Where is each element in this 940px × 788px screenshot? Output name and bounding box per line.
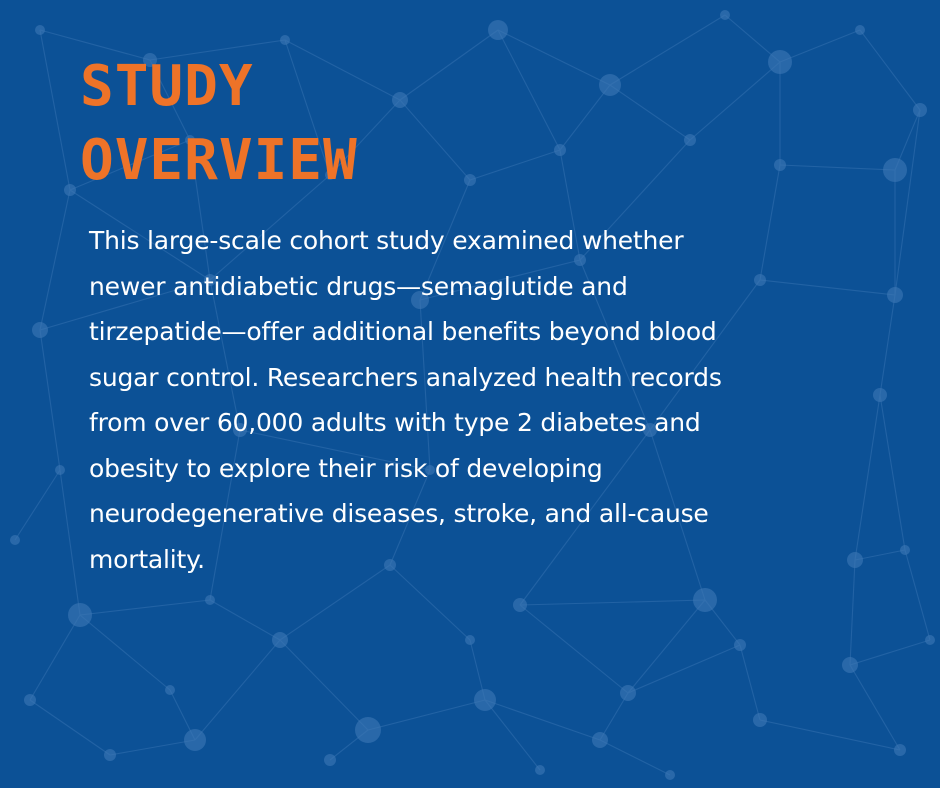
network-line [905,550,930,640]
network-node [842,657,858,673]
network-node [205,595,215,605]
network-line [520,605,628,693]
overview-paragraph [89,218,869,582]
network-node [513,598,527,612]
title-line-2: OVERVIEW [80,128,358,193]
paragraph-line: mortality. [89,544,205,574]
paragraph-line: This large-scale cohort study examined whether [89,226,684,255]
network-line [40,30,70,190]
paragraph-line: from over 60,000 adults with type 2 diabetes and [89,408,701,437]
network-line [760,720,900,750]
network-line [600,740,670,775]
network-node [855,25,865,35]
network-line [30,700,110,755]
network-node [894,744,906,756]
network-line [740,645,760,720]
paragraph-line: neurodegenerative diseases, stroke, and all-cause [89,499,709,528]
title-line-1: STUDY [80,54,254,119]
network-line [210,600,280,640]
network-node [883,158,907,182]
network-line [280,640,368,730]
network-line [80,600,210,615]
network-node [488,20,508,40]
paragraph-line: sugar control. Researchers analyzed health records [89,362,722,392]
network-line [485,700,540,770]
network-node [68,603,92,627]
network-node [693,588,717,612]
network-node [925,635,935,645]
network-node [355,717,381,743]
network-node [32,322,48,338]
network-node [873,388,887,402]
network-node [720,10,730,20]
network-node [272,632,288,648]
network-line [880,295,895,395]
network-node [535,765,545,775]
network-node [474,689,496,711]
network-node [324,754,336,766]
network-line [60,470,80,615]
network-node [887,287,903,303]
network-line [520,600,705,605]
network-line [880,395,905,550]
network-node [665,770,675,780]
network-line [628,600,705,693]
network-line [895,110,920,295]
network-line [860,30,920,110]
network-line [40,190,70,330]
network-node [900,545,910,555]
network-line [850,640,930,665]
network-node [55,465,65,475]
network-node [104,749,116,761]
network-line [195,640,280,740]
network-node [64,184,76,196]
network-node [165,685,175,695]
network-node [10,535,20,545]
network-line [780,30,860,62]
paragraph-line: obesity to explore their risk of developing [89,453,603,483]
network-node [280,35,290,45]
network-line [628,645,740,693]
network-node [734,639,746,651]
paragraph-line: tirzepatide—offer additional benefits beyond blood [89,317,717,346]
network-line [40,330,60,470]
network-line [110,740,195,755]
network-node [592,732,608,748]
network-line [80,615,170,690]
network-line [780,165,895,170]
network-node [35,25,45,35]
network-node [913,103,927,117]
network-line [485,700,600,740]
network-node [465,635,475,645]
network-node [620,685,636,701]
network-node [24,694,36,706]
network-line [30,615,80,700]
paragraph-line: newer antidiabetic drugs—semaglutide and [89,271,628,301]
network-node [184,729,206,751]
network-line [850,665,900,750]
network-node [753,713,767,727]
section-title [80,50,780,198]
network-line [600,693,628,740]
network-line [368,700,485,730]
network-line [15,470,60,540]
